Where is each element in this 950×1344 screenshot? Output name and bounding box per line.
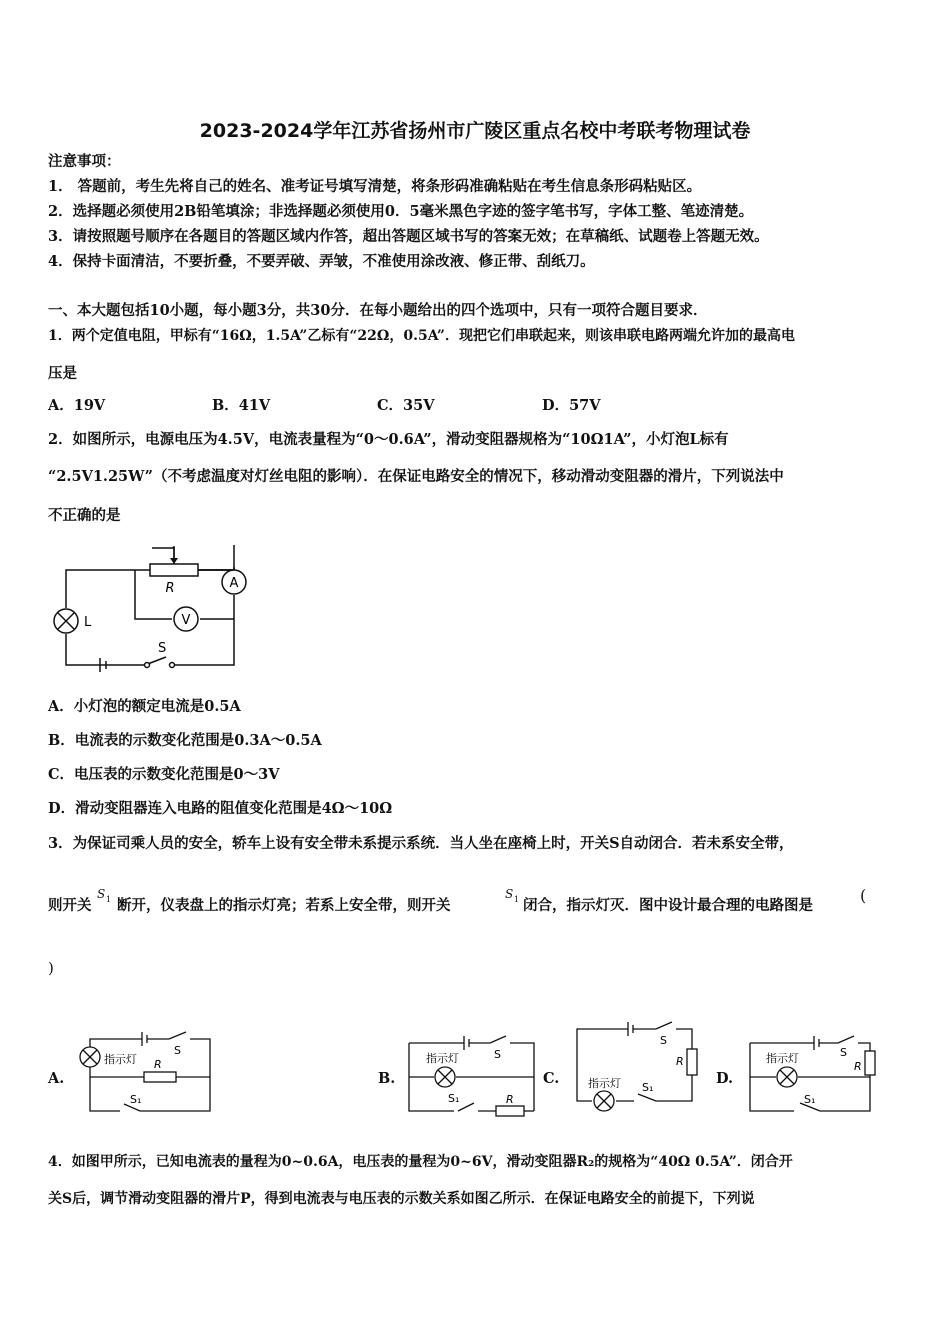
resistor-label: R — [165, 581, 175, 596]
question-2-text-cont: “2.5V1.25W”（不考虑温度对灯丝电阻的影响）．在保证电路安全的情况下，移动滑动变阻器的滑片，下列说法中 — [48, 468, 784, 485]
question-3-text: 3．为保证司乘人员的安全，轿车上设有安全带未系提示系统．当人坐在座椅上时，开关S自动闭合．若未系安全带， — [48, 835, 794, 852]
question-1-text-cont: 压是 — [48, 365, 77, 382]
switch-s1-label: S₁ — [804, 1093, 816, 1106]
lamp-label: 指示灯 — [104, 1053, 137, 1066]
question-2-text-cont2: 不正确的是 — [48, 507, 121, 524]
resistor-label: R — [154, 1058, 162, 1071]
q1-option-c: C．35V — [377, 397, 435, 414]
resistor-label: R — [676, 1055, 684, 1068]
s1-subscript: 1 — [106, 895, 112, 904]
note-item: 1． 答题前，考生先将自己的姓名、准考证号填写清楚，将条形码准确粘贴在考生信息条形码粘贴区。 — [48, 178, 702, 195]
q2-option-c: C．电压表的示数变化范围是0～3V — [48, 766, 280, 783]
s1-subscript: 1 — [514, 895, 520, 904]
lamp-label: L — [84, 615, 92, 630]
question-3-text-cont-a: 则开关 — [48, 897, 92, 914]
s1-symbol: S — [97, 887, 106, 901]
note-item: 3．请按照题号顺序在各题目的答题区域内作答，超出答题区域书写的答案无效；在草稿纸、试题卷上答题无效。 — [48, 228, 769, 245]
resistor-label: R — [506, 1093, 514, 1106]
q3-circuit-d — [742, 1025, 882, 1120]
page-title: 2023-2024学年江苏省扬州市广陵区重点名校中考联考物理试卷 — [199, 120, 751, 142]
answer-paren-open: ( — [860, 886, 867, 905]
q3-circuit-a — [72, 1025, 217, 1120]
switch-s-label: S — [840, 1046, 847, 1059]
switch-s-label: S — [494, 1048, 501, 1061]
switch-s1-label: S₁ — [130, 1093, 142, 1106]
switch-s-label: S — [660, 1034, 667, 1047]
lamp-label: 指示灯 — [766, 1052, 799, 1065]
lamp-label: 指示灯 — [426, 1052, 459, 1065]
q3-option-a-label: A. — [48, 1070, 65, 1087]
notes-heading: 注意事项： — [48, 153, 121, 170]
switch-s-label: S — [174, 1044, 181, 1057]
q2-option-b: B．电流表的示数变化范围是0.3A～0.5A — [48, 732, 322, 749]
question-4-text: 4．如图甲所示，已知电流表的量程为0~0.6A，电压表的量程为0~6V，滑动变阻器R₂的规格为“40Ω 0.5A”．闭合开 — [48, 1154, 793, 1170]
question-3-text-cont-c: 闭合，指示灯灭．图中设计最合理的电路图是 — [523, 897, 813, 914]
lamp-label: 指示灯 — [588, 1077, 621, 1090]
q2-option-a: A．小灯泡的额定电流是0.5A — [48, 698, 241, 715]
q3-circuit-b — [404, 1025, 539, 1120]
q2-circuit-diagram — [40, 540, 255, 675]
resistor-label: R — [854, 1060, 862, 1073]
ammeter-label: A — [229, 576, 239, 591]
q3-circuit-c — [572, 1015, 707, 1120]
answer-paren-close: ) — [48, 959, 54, 977]
note-item: 4．保持卡面清洁，不要折叠，不要弄破、弄皱，不准使用涂改液、修正带、刮纸刀。 — [48, 253, 595, 270]
switch-s1-label: S₁ — [642, 1081, 654, 1094]
question-1-text: 1．两个定值电阻，甲标有“16Ω，1.5A”乙标有“22Ω，0.5A”．现把它们串联起来，则该串联电路两端允许加的最高电 — [48, 328, 795, 344]
section-heading: 一、本大题包括10小题，每小题3分，共30分．在每小题给出的四个选项中，只有一项符合题目要求． — [48, 302, 708, 319]
q3-option-c-label: C. — [543, 1070, 560, 1087]
switch-s1-label: S₁ — [448, 1092, 460, 1105]
q1-option-a: A．19V — [48, 397, 106, 414]
question-2-text: 2．如图所示，电源电压为4.5V，电流表量程为“0～0.6A”，滑动变阻器规格为“10Ω1A”，小灯泡L标有 — [48, 431, 729, 448]
question-3-text-cont-b: 断开，仪表盘上的指示灯亮；若系上安全带，则开关 — [117, 897, 451, 914]
q3-option-b-label: B. — [378, 1070, 396, 1087]
switch-label: S — [158, 641, 167, 656]
q3-option-d-label: D. — [716, 1070, 734, 1087]
q2-option-d: D．滑动变阻器连入电路的阻值变化范围是4Ω～10Ω — [48, 800, 393, 817]
q1-option-d: D．57V — [542, 397, 601, 414]
voltmeter-label: V — [181, 613, 191, 628]
s1-symbol: S — [505, 887, 514, 901]
question-4-text-cont: 关S后，调节滑动变阻器的滑片P，得到电流表与电压表的示数关系如图乙所示．在保证电路安全的前提下，下列说 — [48, 1191, 755, 1207]
q1-option-b: B．41V — [212, 397, 271, 414]
note-item: 2．选择题必须使用2B铅笔填涂；非选择题必须使用0．5毫米黑色字迹的签字笔书写，字体工整、笔迹清楚。 — [48, 203, 754, 220]
